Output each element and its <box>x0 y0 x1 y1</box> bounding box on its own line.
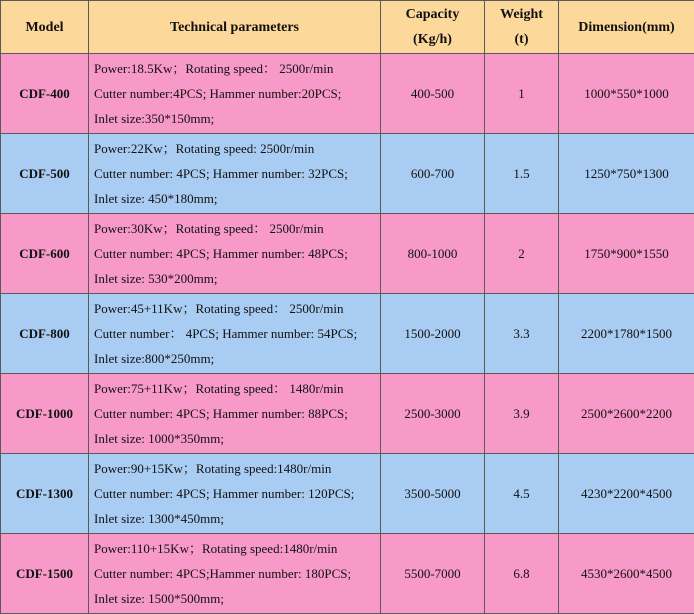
power-text: Power:90+15Kw；Rotating speed:1480r/min <box>94 456 380 481</box>
capacity-cell: 5500-7000 <box>381 534 485 614</box>
table-row <box>1 294 694 374</box>
table-row <box>1 534 694 614</box>
cutter-text: Cutter number: 4PCS;Hammer number: 180PCS; <box>94 561 380 586</box>
weight-cell: 6.8 <box>485 534 559 614</box>
inlet-text: Inlet size:350*150mm; <box>94 106 380 131</box>
capacity-cell: 800-1000 <box>381 214 485 294</box>
weight-cell: 3.9 <box>485 374 559 454</box>
dimension-cell: 4230*2200*4500 <box>559 454 694 534</box>
capacity-cell: 600-700 <box>381 134 485 214</box>
model-cell: CDF-1000 <box>1 374 89 454</box>
weight-cell: 2 <box>485 214 559 294</box>
inlet-text: Inlet size: 1000*350mm; <box>94 426 380 451</box>
header-model: Model <box>1 1 89 54</box>
power-text: Power:22Kw；Rotating speed: 2500r/min <box>94 136 380 161</box>
inlet-text: Inlet size: 1500*500mm; <box>94 586 380 611</box>
capacity-cell: 2500-3000 <box>381 374 485 454</box>
cutter-text: Cutter number: 4PCS; Hammer number: 120PCS; <box>94 481 380 506</box>
header-weight-title: Weight <box>485 2 558 27</box>
dimension-cell: 2500*2600*2200 <box>559 374 694 454</box>
inlet-text: Inlet size: 450*180mm; <box>94 186 380 211</box>
model-cell: CDF-600 <box>1 214 89 294</box>
weight-cell: 1.5 <box>485 134 559 214</box>
capacity-cell: 3500-5000 <box>381 454 485 534</box>
weight-cell: 4.5 <box>485 454 559 534</box>
inlet-text: Inlet size: 1300*450mm; <box>94 506 380 531</box>
params-cell <box>89 454 381 534</box>
table-row <box>1 54 694 134</box>
model-cell: CDF-500 <box>1 134 89 214</box>
cutter-text: Cutter number: 4PCS; Hammer number: 48PCS; <box>94 241 380 266</box>
cutter-text: Cutter number: 4PCS; Hammer number: 32PCS; <box>94 161 380 186</box>
header-weight-unit: (t) <box>485 27 558 52</box>
header-technical-parameters: Technical parameters <box>89 1 381 54</box>
weight-cell: 3.3 <box>485 294 559 374</box>
table-row <box>1 454 694 534</box>
params-cell <box>89 54 381 134</box>
params-cell <box>89 374 381 454</box>
power-text: Power:110+15Kw；Rotating speed:1480r/min <box>94 536 380 561</box>
cutter-text: Cutter number:4PCS; Hammer number:20PCS; <box>94 81 380 106</box>
table-row <box>1 134 694 214</box>
model-cell: CDF-800 <box>1 294 89 374</box>
dimension-cell: 1000*550*1000 <box>559 54 694 134</box>
capacity-cell: 400-500 <box>381 54 485 134</box>
model-cell: CDF-1300 <box>1 454 89 534</box>
params-cell <box>89 214 381 294</box>
table-row <box>1 374 694 454</box>
params-cell <box>89 534 381 614</box>
header-row <box>1 1 694 54</box>
dimension-cell: 1750*900*1550 <box>559 214 694 294</box>
model-cell: CDF-400 <box>1 54 89 134</box>
capacity-cell: 1500-2000 <box>381 294 485 374</box>
inlet-text: Inlet size:800*250mm; <box>94 346 380 371</box>
cutter-text: Cutter number: 4PCS; Hammer number: 88PCS; <box>94 401 380 426</box>
model-cell: CDF-1500 <box>1 534 89 614</box>
cutter-text: Cutter number： 4PCS; Hammer number: 54PCS; <box>94 321 380 346</box>
dimension-cell: 4530*2600*4500 <box>559 534 694 614</box>
weight-cell: 1 <box>485 54 559 134</box>
dimension-cell: 2200*1780*1500 <box>559 294 694 374</box>
power-text: Power:45+11Kw；Rotating speed： 2500r/min <box>94 296 380 321</box>
header-dimension: Dimension(mm) <box>559 1 694 54</box>
header-capacity-title: Capacity <box>381 2 484 27</box>
inlet-text: Inlet size: 530*200mm; <box>94 266 380 291</box>
dimension-cell: 1250*750*1300 <box>559 134 694 214</box>
header-capacity <box>381 1 485 54</box>
power-text: Power:75+11Kw；Rotating speed： 1480r/min <box>94 376 380 401</box>
power-text: Power:30Kw；Rotating speed： 2500r/min <box>94 216 380 241</box>
power-text: Power:18.5Kw；Rotating speed： 2500r/min <box>94 56 380 81</box>
header-capacity-unit: (Kg/h) <box>381 27 484 52</box>
header-weight <box>485 1 559 54</box>
params-cell <box>89 294 381 374</box>
table-row <box>1 214 694 294</box>
params-cell <box>89 134 381 214</box>
